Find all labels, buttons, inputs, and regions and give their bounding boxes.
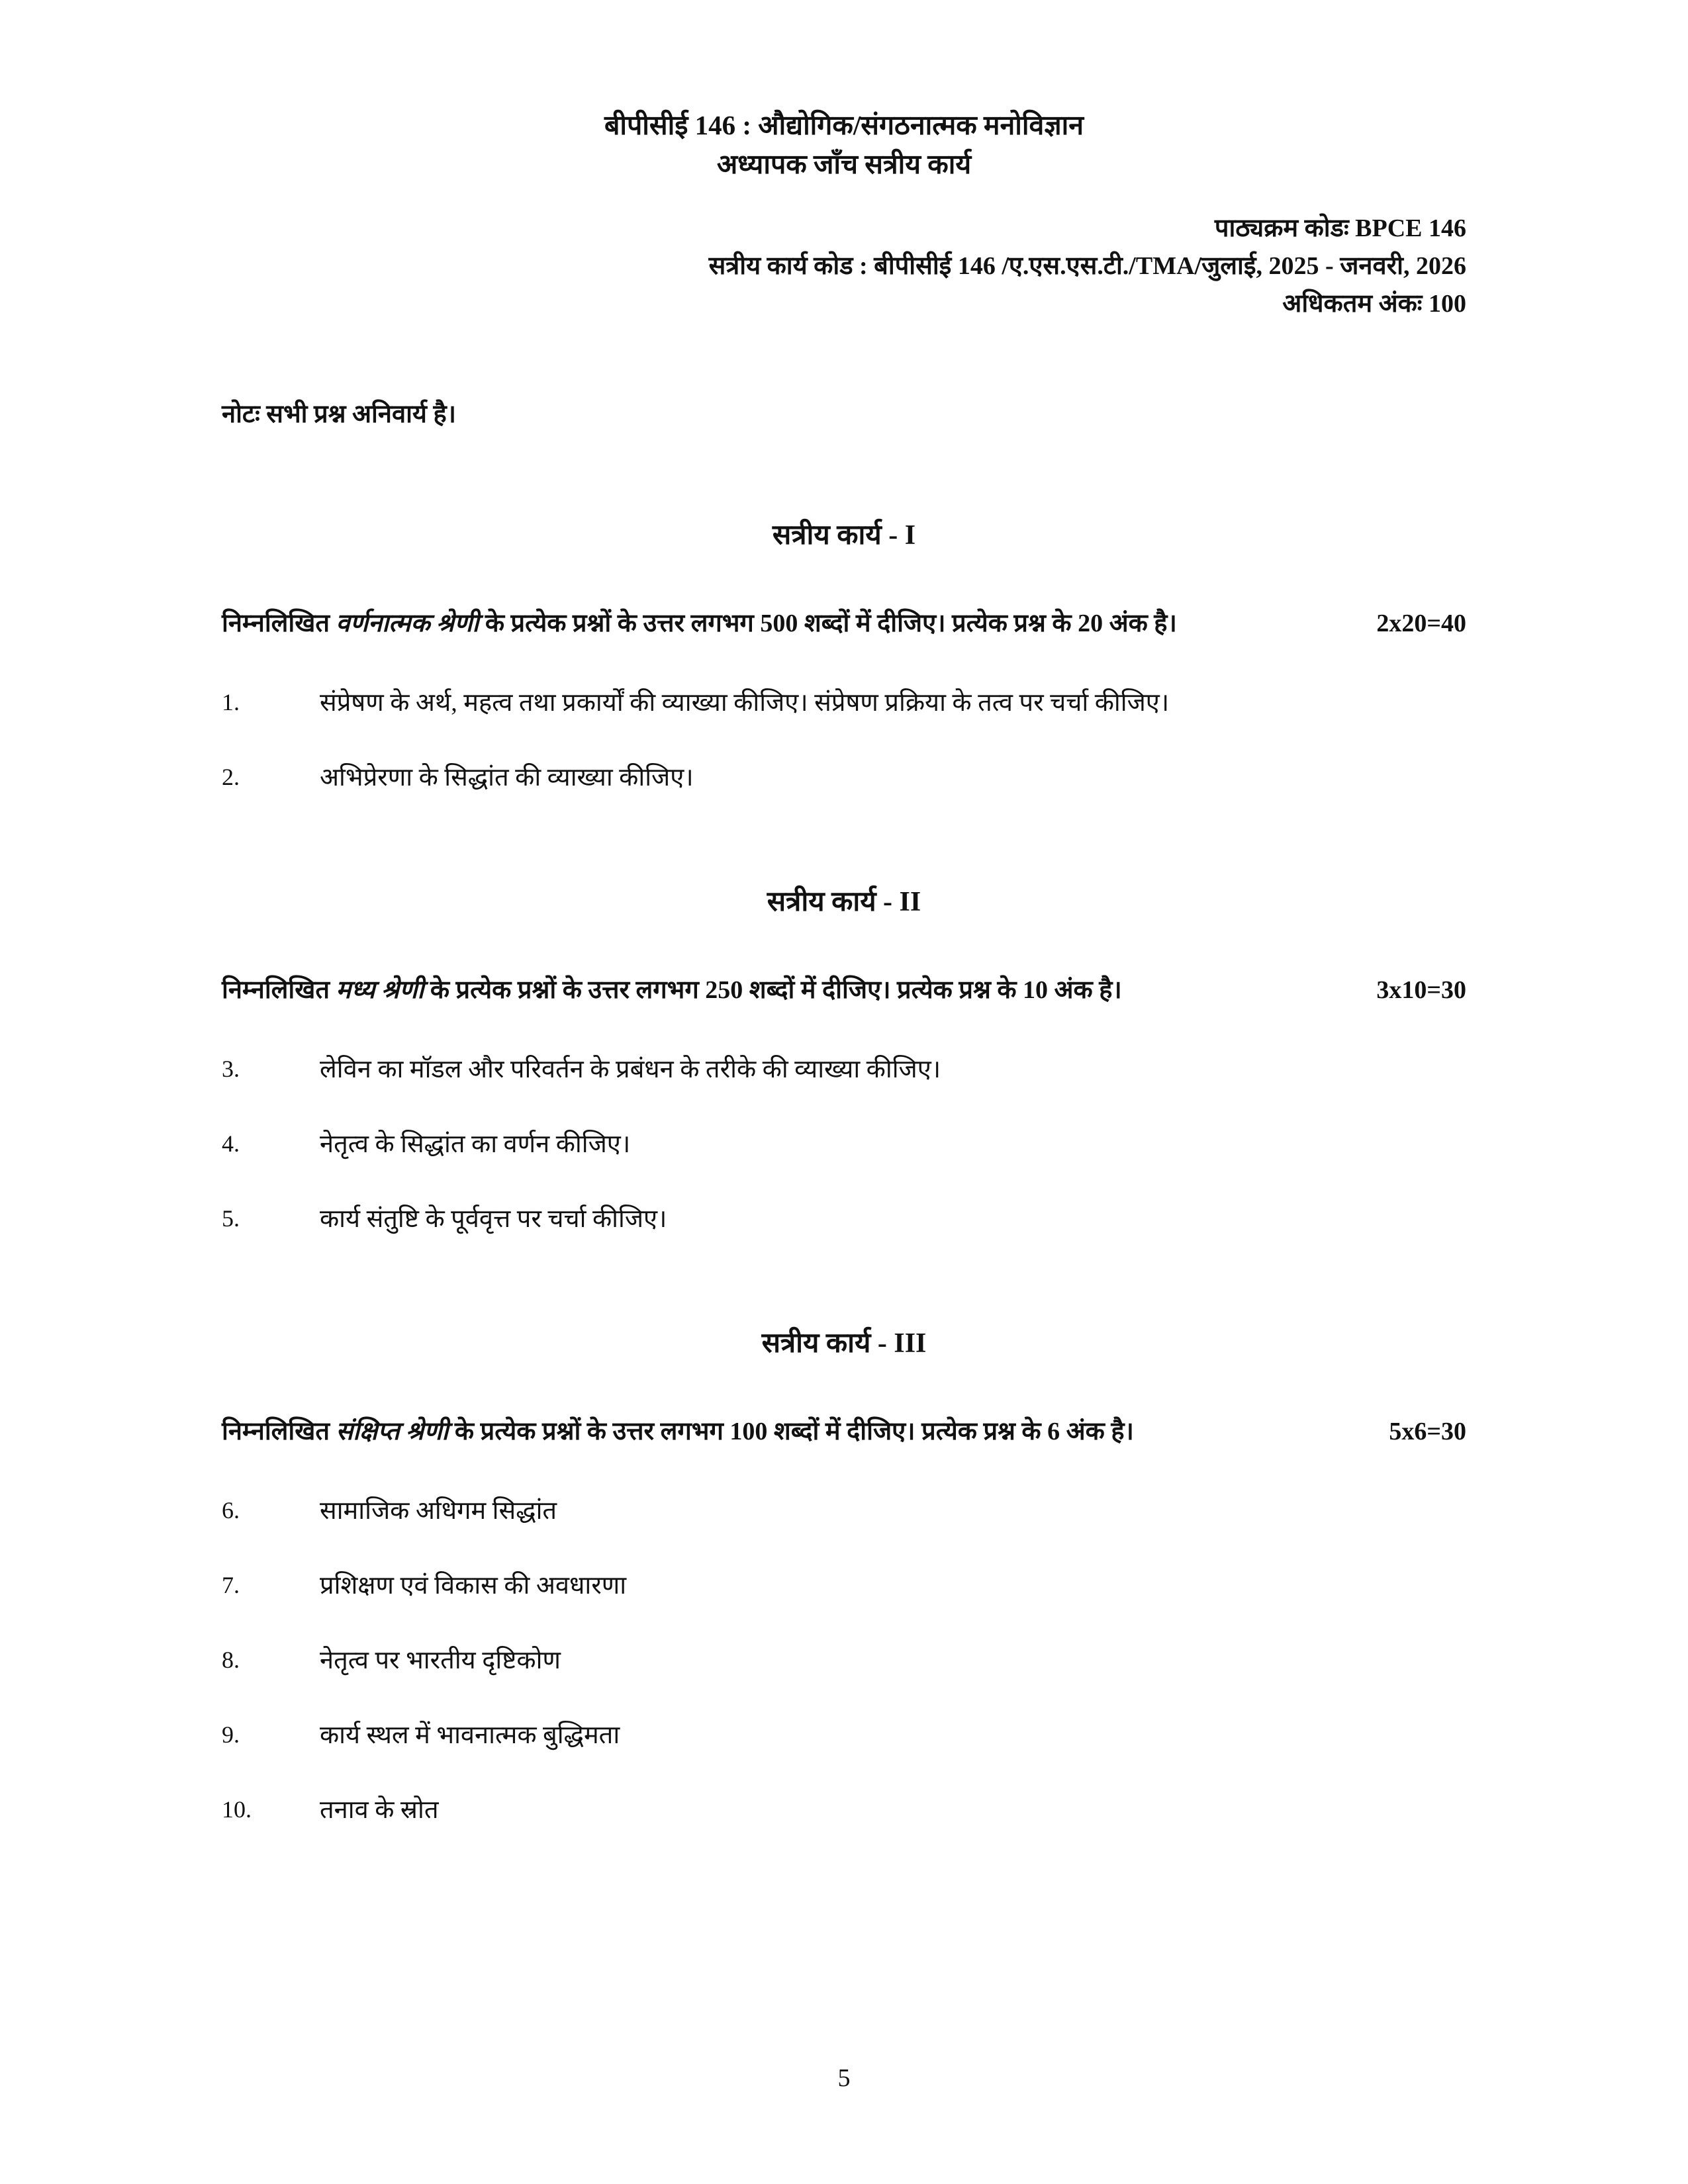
section-2-heading: सत्रीय कार्य - II (767, 886, 921, 917)
section-3-intro (222, 1412, 1466, 1451)
section-3 (222, 1323, 1466, 1829)
question-number: 4. (222, 1130, 240, 1157)
assignment-code-line: सत्रीय कार्य कोड : बीपीसीई 146 /ए.एस.एस.टी./TMA/जुलाई, 2025 - जनवरी, 2026 (708, 251, 1466, 280)
intro-prefix: निम्नलिखित (222, 609, 336, 637)
intro-prefix: निम्नलिखित (222, 976, 336, 1004)
section-2-intro (222, 971, 1466, 1010)
question-item (222, 1126, 1466, 1163)
question-number: 3. (222, 1055, 240, 1082)
section-1-heading: सत्रीय कार्य - I (772, 520, 916, 551)
marks-badge: 3x10=30 (1376, 976, 1466, 1004)
question-number: 6. (222, 1496, 240, 1524)
intro-prefix: निम्नलिखित (222, 1417, 336, 1445)
question-item (222, 1492, 1466, 1530)
question-number: 2. (222, 763, 240, 790)
document-subtitle: अध्यापक जाँच सत्रीय कार्य (716, 149, 972, 180)
intro-suffix: के प्रत्येक प्रश्नों के उत्तर लगभग 100 शब्दों में दीजिए। प्रत्येक प्रश्न के 6 अंक है। (448, 1417, 1134, 1445)
section-1-questions (222, 684, 1466, 797)
question-text: कार्य स्थल में भावनात्मक बुद्धिमता (320, 1721, 620, 1749)
intro-category: वर्णनात्मक श्रेणी (336, 609, 479, 637)
question-number: 9. (222, 1721, 240, 1748)
question-item (222, 1567, 1466, 1605)
question-number: 7. (222, 1571, 240, 1598)
question-text: कार्य संतुष्टि के पूर्ववृत्त पर चर्चा कीजिए। (320, 1205, 667, 1233)
intro-suffix: के प्रत्येक प्रश्नों के उत्तर लगभग 250 शब्दों में दीजिए। प्रत्येक प्रश्न के 10 अंक है। (424, 976, 1122, 1004)
intro-category: मध्य श्रेणी (336, 976, 424, 1004)
page-number: 5 (837, 2064, 851, 2092)
question-text: नेतृत्व पर भारतीय दृष्टिकोण (320, 1646, 561, 1674)
section-3-questions (222, 1492, 1466, 1829)
section-3-heading: सत्रीय कार्य - III (761, 1328, 927, 1359)
section-2-questions (222, 1051, 1466, 1238)
question-item (222, 684, 1466, 722)
question-item (222, 1792, 1466, 1829)
question-item (222, 1051, 1466, 1089)
question-text: लेविन का मॉडल और परिवर्तन के प्रबंधन के तरीके की व्याख्या कीजिए। (320, 1055, 941, 1083)
title-block (222, 106, 1466, 185)
question-item (222, 1642, 1466, 1680)
question-item (222, 759, 1466, 797)
intro-suffix: के प्रत्येक प्रश्नों के उत्तर लगभग 500 शब्दों में दीजिए। प्रत्येक प्रश्न के 20 अंक है। (479, 609, 1177, 637)
question-number: 1. (222, 688, 240, 715)
question-text: तनाव के स्रोत (320, 1796, 439, 1824)
question-number: 10. (222, 1796, 252, 1823)
question-text: सामाजिक अधिगम सिद्धांत (320, 1496, 557, 1525)
course-code-line: पाठ्यक्रम कोडः BPCE 146 (1214, 214, 1466, 242)
max-marks-line: अधिकतम अंकः 100 (1282, 289, 1466, 318)
document-title: बीपीसीई 146 : औद्योगिक/संगठनात्मक मनोविज्ञान (604, 110, 1084, 140)
question-number: 5. (222, 1205, 240, 1232)
meta-block (222, 210, 1466, 323)
marks-badge: 2x20=40 (1376, 609, 1466, 637)
marks-badge: 5x6=30 (1389, 1417, 1466, 1445)
question-number: 8. (222, 1646, 240, 1673)
question-text: नेतृत्व के सिद्धांत का वर्णन कीजिए। (320, 1130, 631, 1158)
question-item (222, 1201, 1466, 1238)
question-item (222, 1717, 1466, 1754)
question-text: संप्रेषण के अर्थ, महत्व तथा प्रकार्यों की व्याख्या कीजिए। संप्रेषण प्रक्रिया के तत्व पर चर्चा कीजिए। (320, 688, 1170, 717)
section-2 (222, 882, 1466, 1238)
section-1-intro (222, 604, 1466, 643)
question-text: प्रशिक्षण एवं विकास की अवधारणा (320, 1571, 627, 1600)
question-text: अभिप्रेरणा के सिद्धांत की व्याख्या कीजिए। (320, 763, 694, 792)
intro-category: संक्षिप्त श्रेणी (336, 1417, 449, 1445)
section-1 (222, 515, 1466, 797)
note-line: नोटः सभी प्रश्न अनिवार्य है। (222, 400, 457, 428)
